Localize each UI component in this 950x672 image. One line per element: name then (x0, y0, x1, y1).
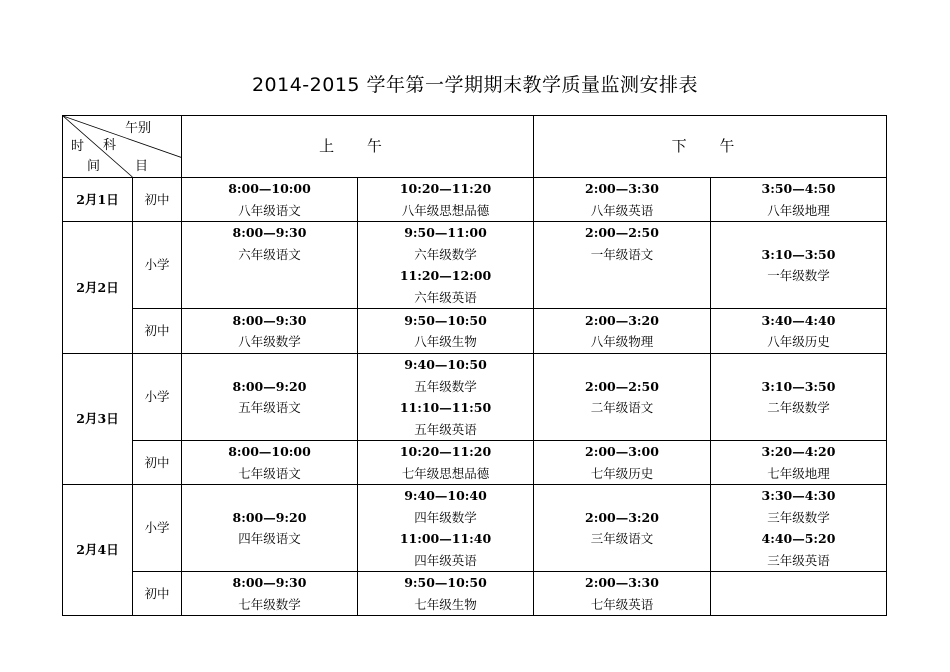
exam-cell: 9:40—10:40 四年级数学 11:00—11:40 四年级英语 (358, 485, 534, 572)
table-row (63, 485, 887, 572)
exam-cell: 2:00—3:00 七年级历史 (534, 441, 711, 485)
table-row (63, 354, 887, 441)
exam-cell: 2:00—2:50 一年级语文 (534, 222, 711, 309)
diag-label-ke: 科 (103, 138, 117, 153)
exam-cell: 8:00—10:00 七年级语文 (182, 441, 358, 485)
table-row (63, 222, 887, 309)
level-cell: 初中 (133, 309, 182, 354)
exam-cell: 10:20—11:20 七年级思想品德 (358, 441, 534, 485)
exam-cell: 8:00—9:30 八年级数学 (182, 309, 358, 354)
exam-cell: 9:50—10:50 八年级生物 (358, 309, 534, 354)
exam-cell: 8:00—9:20 五年级语文 (182, 354, 358, 441)
level-cell: 小学 (133, 485, 182, 572)
exam-cell: 2:00—3:30 八年级英语 (534, 178, 711, 222)
exam-cell: 2:00—3:20 八年级物理 (534, 309, 711, 354)
exam-cell: 2:00—3:20 三年级语文 (534, 485, 711, 572)
diagonal-header-cell (63, 116, 182, 178)
diag-label-shi: 时 (71, 139, 85, 154)
level-cell: 小学 (133, 222, 182, 309)
diag-label-jian: 间 (87, 159, 101, 174)
exam-cell: 2:00—3:30 七年级英语 (534, 572, 711, 616)
table-row (63, 441, 887, 485)
level-cell: 初中 (133, 441, 182, 485)
exam-cell: 2:00—2:50 二年级语文 (534, 354, 711, 441)
exam-cell: 9:50—11:00 六年级数学 11:20—12:00 六年级英语 (358, 222, 534, 309)
afternoon-header: 下 午 (534, 116, 887, 178)
diag-label-wubie: 午别 (125, 121, 152, 136)
table-row (63, 309, 887, 354)
date-cell: 2月2日 (63, 222, 133, 354)
exam-cell: 3:20—4:20 七年级地理 (711, 441, 887, 485)
date-cell: 2月4日 (63, 485, 133, 616)
morning-header: 上 午 (182, 116, 534, 178)
exam-cell-empty (711, 572, 887, 616)
level-cell: 初中 (133, 572, 182, 616)
exam-cell: 9:50—10:50 七年级生物 (358, 572, 534, 616)
exam-schedule-table (62, 115, 887, 616)
exam-cell: 3:10—3:50 二年级数学 (711, 354, 887, 441)
exam-cell: 9:40—10:50 五年级数学 11:10—11:50 五年级英语 (358, 354, 534, 441)
exam-cell: 8:00—9:30 七年级数学 (182, 572, 358, 616)
exam-cell: 8:00—9:20 四年级语文 (182, 485, 358, 572)
diag-label-mu: 目 (135, 159, 149, 174)
exam-cell: 3:50—4:50 八年级地理 (711, 178, 887, 222)
level-cell: 初中 (133, 178, 182, 222)
level-cell: 小学 (133, 354, 182, 441)
exam-cell: 10:20—11:20 八年级思想品德 (358, 178, 534, 222)
exam-cell: 8:00—9:30 六年级语文 (182, 222, 358, 309)
date-cell: 2月3日 (63, 354, 133, 485)
exam-cell: 3:10—3:50 一年级数学 (711, 222, 887, 309)
exam-cell: 3:40—4:40 八年级历史 (711, 309, 887, 354)
table-row (63, 572, 887, 616)
page-title: 2014-2015 学年第一学期期末教学质量监测安排表 (251, 74, 699, 96)
date-cell: 2月1日 (63, 178, 133, 222)
table-row (63, 178, 887, 222)
header-row (63, 116, 887, 178)
exam-cell: 8:00—10:00 八年级语文 (182, 178, 358, 222)
exam-cell: 3:30—4:30 三年级数学 4:40—5:20 三年级英语 (711, 485, 887, 572)
